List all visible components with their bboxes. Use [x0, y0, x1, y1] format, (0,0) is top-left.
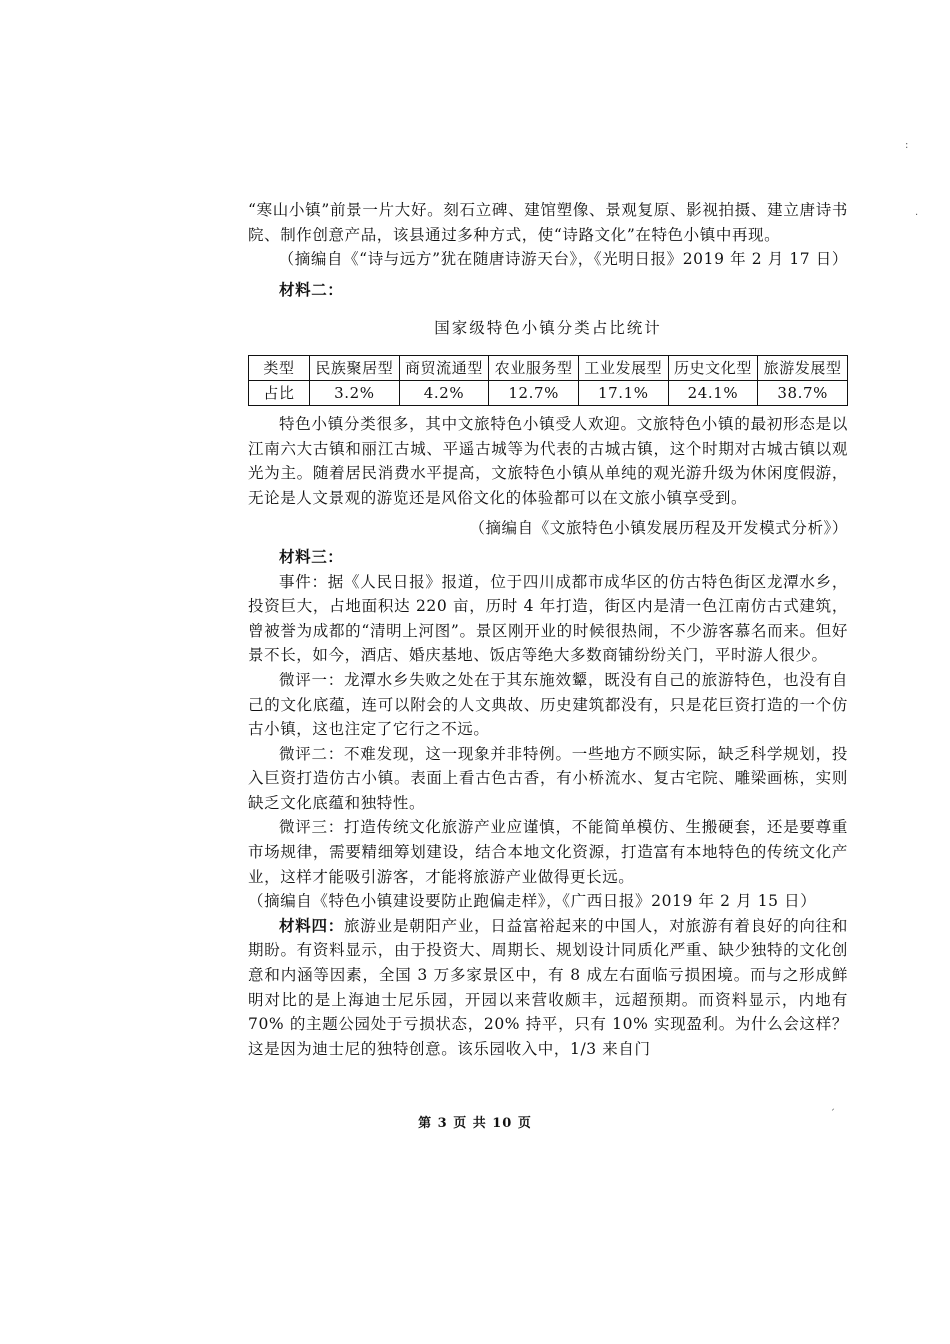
table-header-cell: 历史文化型 — [668, 355, 758, 380]
material3-comment2: 微评二：不难发现，这一现象并非特例。一些地方不顾实际，缺乏科学规划，投入巨资打造仿古小镇。表面上看古色古香，有小桥流水、复古宅院、雕梁画栋，实则缺乏文化底蕴和独特性。 — [248, 744, 848, 812]
material4-text: 旅游业是朝阳产业，日益富裕起来的中国人，对旅游有着良好的向往和期盼。有资料显示，由于投资大、周期长、规划设计同质化严重、缺少独特的文化创意和内涵等因素，全国 3 万多家景区中，有 8 成左右面临亏损困境。而与之形成鲜明对比的是上海迪士尼乐园，开园以来营收颇丰，远超预期。而资料显示，内地有 70% 的主题公园处于亏损状态，20% 持平，只有 10% 实现盈利。为什么会这样？这是因为迪士尼的独特创意。该乐园收入中，1/3 来自门 — [248, 916, 848, 1058]
page-footer: 第 3 页 共 10 页 — [418, 1116, 532, 1131]
town-type-table — [248, 355, 848, 406]
table-header-cell: 工业发展型 — [578, 355, 668, 380]
material2-label: 材料二： — [279, 279, 344, 299]
table-header-cell: 民族聚居型 — [310, 355, 400, 380]
page-content — [248, 198, 848, 1061]
table-header-row — [249, 355, 848, 380]
table-header-cell: 旅游发展型 — [758, 355, 848, 380]
table-header-cell: 商贸流通型 — [399, 355, 489, 380]
table-cell: 12.7% — [489, 380, 579, 405]
table-cell: 24.1% — [668, 380, 758, 405]
material2-source: （摘编自《文旅特色小镇发展历程及开发模式分析》） — [469, 519, 848, 538]
scan-speck: ˏ — [830, 1100, 835, 1111]
table-cell: 3.2% — [310, 380, 400, 405]
table-cell: 38.7% — [758, 380, 848, 405]
table-cell: 占比 — [249, 380, 310, 405]
material3-label: 材料三： — [279, 546, 344, 566]
material1-source: （摘编自《“诗与远方”犹在随唐诗游天台》，《光明日报》2019 年 2 月 17 日） — [278, 250, 848, 269]
table-row — [249, 380, 848, 405]
material3-source: （摘编自《特色小镇建设要防止跑偏走样》，《广西日报》2019 年 2 月 15 日） — [248, 892, 817, 911]
table-title: 国家级特色小镇分类占比统计 — [434, 319, 662, 338]
scan-speck: · — [915, 210, 919, 221]
material3-comment1: 微评一：龙潭水乡失败之处在于其东施效颦，既没有自己的旅游特色，也没有自己的文化底蕴，连可以附会的人文典故、历史建筑都没有，只是花巨资打造的一个仿古小镇，这也注定了它行之不远。 — [248, 670, 848, 739]
table-cell: 4.2% — [399, 380, 489, 405]
material2-text: 特色小镇分类很多，其中文旅特色小镇受人欢迎。文旅特色小镇的最初形态是以江南六大古镇和丽江古城、平遥古城等为代表的古城古镇，这个时期对古城古镇以观光为主。随着居民消费水平提高，文旅特色小镇从单纯的观光游升级为休闲度假游，无论是人文景观的游览还是风俗文化的体验都可以在文旅小镇享受到。 — [248, 414, 848, 507]
material4-label: 材料四： — [279, 915, 345, 935]
material3-comment3: 微评三：打造传统文化旅游产业应谨慎，不能简单模仿、生搬硬套，还是要尊重市场规律，需要精细筹划建设，结合本地文化资源，打造富有本地特色的传统文化产业，这样才能吸引游客，才能将旅游产业做得更长远。 — [248, 818, 848, 886]
material4-paragraph — [248, 914, 848, 1062]
table-header-cell: 类型 — [249, 355, 310, 380]
scan-speck: : — [905, 140, 909, 151]
material3-event: 事件：据《人民日报》报道，位于四川成都市成华区的仿古特色街区龙潭水乡，投资巨大，占地面积达 220 亩，历时 4 年打造，街区内是清一色江南仿古式建筑，曾被誉为成都的“清明上河图”。景区刚开业的时候很热闹，不少游客慕名而来。但好景不长，如今，酒店、婚庆基地、饭店等绝大多数商铺纷纷关门，平时游人很少。 — [248, 572, 848, 665]
table-cell: 17.1% — [578, 380, 668, 405]
material1-tail: “寒山小镇”前景一片大好。刻石立碑、建馆塑像、景观复原、影视拍摄、建立唐诗书院、制作创意产品，该县通过多种方式，使“诗路文化”在特色小镇中再现。 — [248, 201, 848, 244]
table-header-cell: 农业服务型 — [489, 355, 579, 380]
